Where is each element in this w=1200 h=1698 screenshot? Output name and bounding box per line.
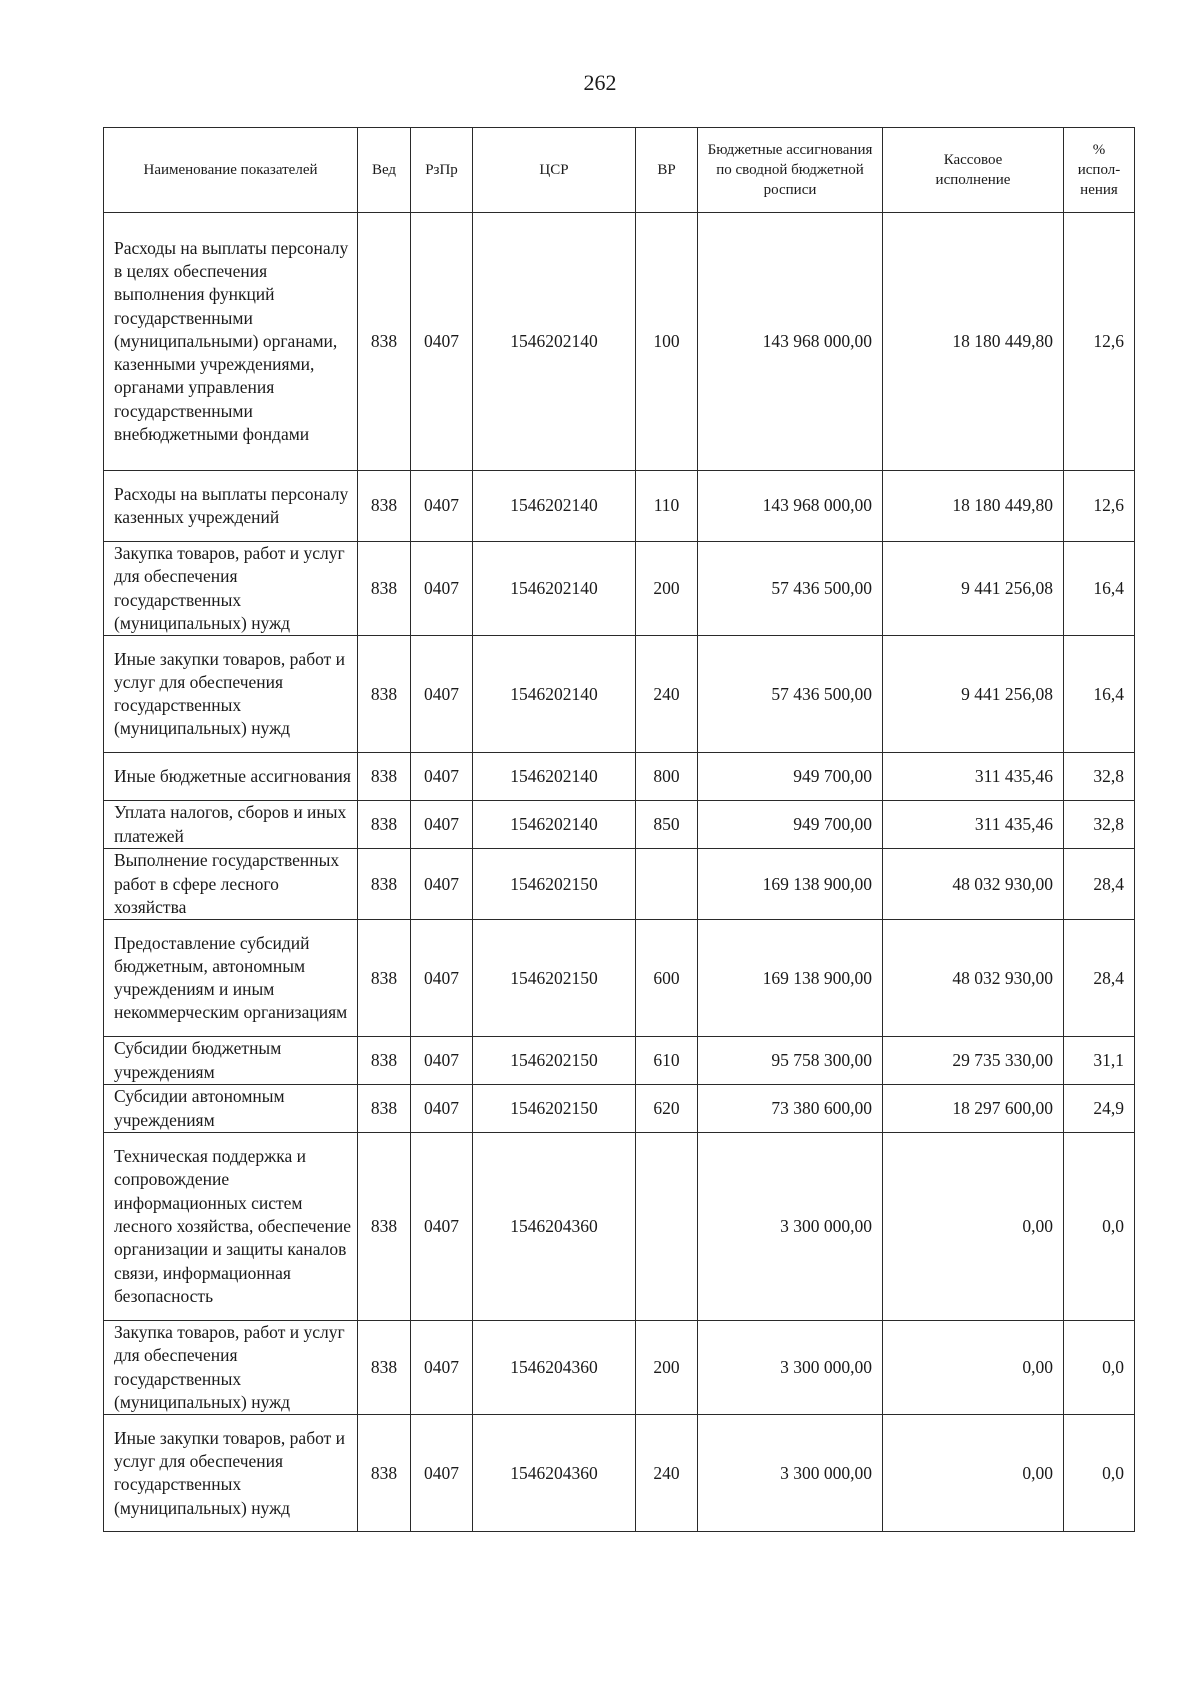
row-vr: 110	[636, 471, 698, 542]
row-ved: 838	[358, 849, 411, 920]
row-csr: 1546204360	[473, 1415, 636, 1532]
row-cash: 9 441 256,08	[883, 636, 1064, 753]
row-pct: 32,8	[1064, 801, 1135, 849]
row-name: Техническая поддержка и сопровождение информационных систем лесного хозяйства, обеспечение организации и защиты каналов связи, информационная безопасность	[104, 1133, 358, 1321]
page-number: 262	[583, 70, 617, 95]
row-pct: 0,0	[1064, 1415, 1135, 1532]
row-budget: 73 380 600,00	[698, 1085, 883, 1133]
row-cash: 18 180 449,80	[883, 471, 1064, 542]
row-csr: 1546202140	[473, 471, 636, 542]
row-rzpr: 0407	[411, 1037, 473, 1085]
row-vr	[636, 1133, 698, 1321]
row-budget: 143 968 000,00	[698, 471, 883, 542]
row-ved: 838	[358, 920, 411, 1037]
row-cash: 0,00	[883, 1133, 1064, 1321]
row-ved: 838	[358, 1321, 411, 1415]
row-vr: 600	[636, 920, 698, 1037]
row-name: Расходы на выплаты персоналу в целях обеспечения выполнения функций государственными (муниципальными) органами, казенными учреждениями, органами управления государственными внебюджетными фондами	[104, 213, 358, 471]
row-rzpr: 0407	[411, 1321, 473, 1415]
row-pct: 28,4	[1064, 920, 1135, 1037]
row-cash: 0,00	[883, 1321, 1064, 1415]
row-name: Иные закупки товаров, работ и услуг для обеспечения государственных (муниципальных) нужд	[104, 636, 358, 753]
header-name: Наименование показателей	[104, 128, 358, 213]
row-name: Закупка товаров, работ и услуг для обеспечения государственных (муниципальных) нужд	[104, 1321, 358, 1415]
row-rzpr: 0407	[411, 801, 473, 849]
row-budget: 169 138 900,00	[698, 849, 883, 920]
table-row	[104, 920, 1135, 1037]
row-pct: 0,0	[1064, 1133, 1135, 1321]
row-cash: 0,00	[883, 1415, 1064, 1532]
row-name: Иные закупки товаров, работ и услуг для обеспечения государственных (муниципальных) нужд	[104, 1415, 358, 1532]
table-row	[104, 849, 1135, 920]
table-row	[104, 1321, 1135, 1415]
row-vr: 200	[636, 542, 698, 636]
row-csr: 1546202150	[473, 920, 636, 1037]
table-row	[104, 1415, 1135, 1532]
row-budget: 169 138 900,00	[698, 920, 883, 1037]
row-pct: 28,4	[1064, 849, 1135, 920]
row-pct: 12,6	[1064, 471, 1135, 542]
row-budget: 3 300 000,00	[698, 1321, 883, 1415]
table-header-row	[104, 128, 1135, 213]
row-csr: 1546204360	[473, 1321, 636, 1415]
row-cash: 311 435,46	[883, 753, 1064, 801]
row-name: Субсидии бюджетным учреждениям	[104, 1037, 358, 1085]
row-budget: 949 700,00	[698, 753, 883, 801]
row-vr: 100	[636, 213, 698, 471]
row-vr	[636, 849, 698, 920]
row-vr: 620	[636, 1085, 698, 1133]
row-name: Выполнение государственных работ в сфере лесного хозяйства	[104, 849, 358, 920]
row-budget: 3 300 000,00	[698, 1133, 883, 1321]
header-cash: Кассовое исполнение	[883, 128, 1064, 213]
table-row	[104, 542, 1135, 636]
row-rzpr: 0407	[411, 542, 473, 636]
header-csr: ЦСР	[473, 128, 636, 213]
row-rzpr: 0407	[411, 753, 473, 801]
row-name: Иные бюджетные ассигнования	[104, 753, 358, 801]
budget-table	[103, 127, 1135, 1532]
row-name: Предоставление субсидий бюджетным, автономным учреждениям и иным некоммерческим организациям	[104, 920, 358, 1037]
table-row	[104, 753, 1135, 801]
header-ved: Вед	[358, 128, 411, 213]
row-pct: 32,8	[1064, 753, 1135, 801]
row-budget: 949 700,00	[698, 801, 883, 849]
row-rzpr: 0407	[411, 636, 473, 753]
row-rzpr: 0407	[411, 849, 473, 920]
row-cash: 9 441 256,08	[883, 542, 1064, 636]
row-cash: 48 032 930,00	[883, 920, 1064, 1037]
header-vr: ВР	[636, 128, 698, 213]
row-ved: 838	[358, 1133, 411, 1321]
row-cash: 48 032 930,00	[883, 849, 1064, 920]
row-pct: 24,9	[1064, 1085, 1135, 1133]
row-cash: 29 735 330,00	[883, 1037, 1064, 1085]
row-ved: 838	[358, 542, 411, 636]
row-pct: 12,6	[1064, 213, 1135, 471]
row-vr: 200	[636, 1321, 698, 1415]
row-vr: 240	[636, 1415, 698, 1532]
row-vr: 610	[636, 1037, 698, 1085]
row-vr: 800	[636, 753, 698, 801]
row-rzpr: 0407	[411, 1133, 473, 1321]
row-ved: 838	[358, 1037, 411, 1085]
row-name: Субсидии автономным учреждениям	[104, 1085, 358, 1133]
table-row	[104, 1085, 1135, 1133]
row-budget: 95 758 300,00	[698, 1037, 883, 1085]
row-pct: 31,1	[1064, 1037, 1135, 1085]
row-budget: 57 436 500,00	[698, 636, 883, 753]
row-ved: 838	[358, 213, 411, 471]
row-ved: 838	[358, 1415, 411, 1532]
table-row	[104, 1133, 1135, 1321]
table-row	[104, 213, 1135, 471]
header-pct: % испол-нения	[1064, 128, 1135, 213]
row-name: Расходы на выплаты персоналу казенных учреждений	[104, 471, 358, 542]
row-rzpr: 0407	[411, 1085, 473, 1133]
row-budget: 57 436 500,00	[698, 542, 883, 636]
row-ved: 838	[358, 801, 411, 849]
row-csr: 1546202140	[473, 801, 636, 849]
row-csr: 1546204360	[473, 1133, 636, 1321]
row-pct: 16,4	[1064, 636, 1135, 753]
header-rzpr: РзПр	[411, 128, 473, 213]
row-csr: 1546202140	[473, 542, 636, 636]
row-csr: 1546202150	[473, 1037, 636, 1085]
row-budget: 3 300 000,00	[698, 1415, 883, 1532]
row-csr: 1546202140	[473, 753, 636, 801]
row-ved: 838	[358, 1085, 411, 1133]
table-row	[104, 471, 1135, 542]
row-ved: 838	[358, 636, 411, 753]
row-vr: 850	[636, 801, 698, 849]
row-cash: 18 297 600,00	[883, 1085, 1064, 1133]
row-cash: 311 435,46	[883, 801, 1064, 849]
row-budget: 143 968 000,00	[698, 213, 883, 471]
row-cash: 18 180 449,80	[883, 213, 1064, 471]
row-ved: 838	[358, 471, 411, 542]
row-rzpr: 0407	[411, 920, 473, 1037]
row-pct: 16,4	[1064, 542, 1135, 636]
table-row	[104, 1037, 1135, 1085]
row-name: Уплата налогов, сборов и иных платежей	[104, 801, 358, 849]
table-row	[104, 636, 1135, 753]
row-rzpr: 0407	[411, 213, 473, 471]
row-csr: 1546202150	[473, 1085, 636, 1133]
row-csr: 1546202140	[473, 636, 636, 753]
table-row	[104, 801, 1135, 849]
row-pct: 0,0	[1064, 1321, 1135, 1415]
row-ved: 838	[358, 753, 411, 801]
row-vr: 240	[636, 636, 698, 753]
row-name: Закупка товаров, работ и услуг для обеспечения государственных (муниципальных) нужд	[104, 542, 358, 636]
header-budget: Бюджетные ассигнования по сводной бюджетной росписи	[698, 128, 883, 213]
row-rzpr: 0407	[411, 471, 473, 542]
row-rzpr: 0407	[411, 1415, 473, 1532]
row-csr: 1546202150	[473, 849, 636, 920]
row-csr: 1546202140	[473, 213, 636, 471]
